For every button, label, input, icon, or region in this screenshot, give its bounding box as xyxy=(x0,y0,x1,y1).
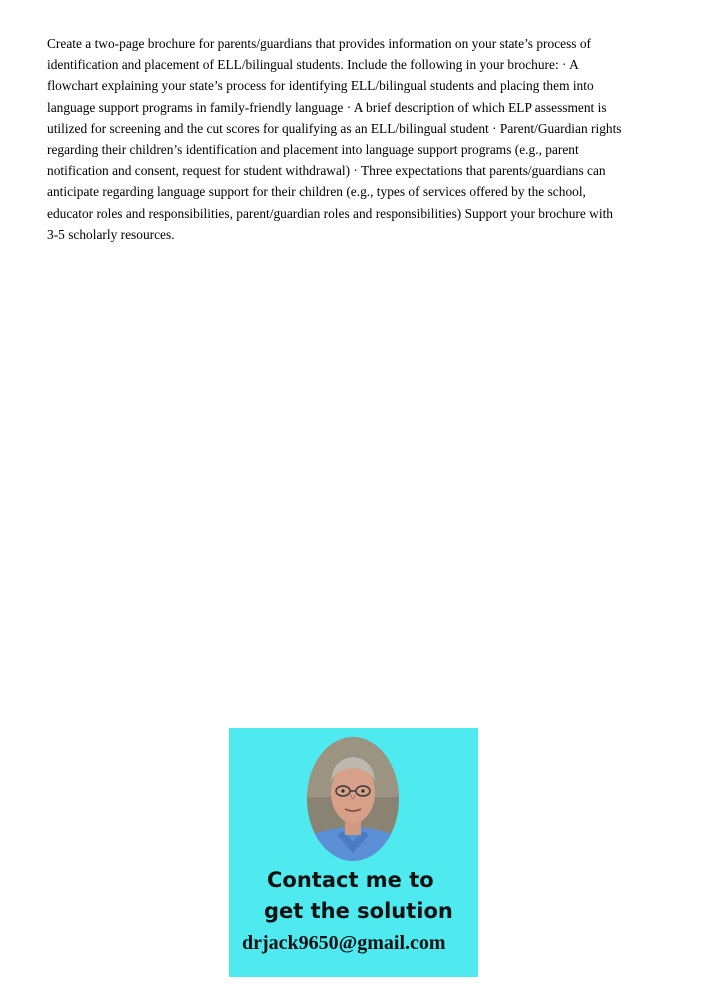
contact-card xyxy=(229,728,478,977)
assignment-prompt-text: Create a two-page brochure for parents/guardians that provides information on your state’s process of identification and placement of ELL/bilingual students. Include the following in your brochure: · A flowchart explaining your state’s process for identifying ELL/bilingual students and placing them into language support programs in family-friendly language · A brief description of which ELP assessment is utilized for screening and the cut scores for qualifying as an ELL/bilingual student · Parent/Guardian rights regarding their children’s identification and placement into language support programs (e.g., parent notification and consent, request for student withdrawal) · Three expectations that parents/guardians can anticipate regarding language support for their children (e.g., types of services offered by the school, educator roles and responsibilities, parent/guardian roles and responsibilities) Support your brochure with 3-5 scholarly resources. xyxy=(47,36,622,242)
contact-email: drjack9650@gmail.com xyxy=(242,932,446,954)
contact-cta-line-2: get the solution xyxy=(264,899,453,923)
contact-cta-line-1: Contact me to xyxy=(267,868,434,892)
person-portrait-icon xyxy=(307,737,399,861)
